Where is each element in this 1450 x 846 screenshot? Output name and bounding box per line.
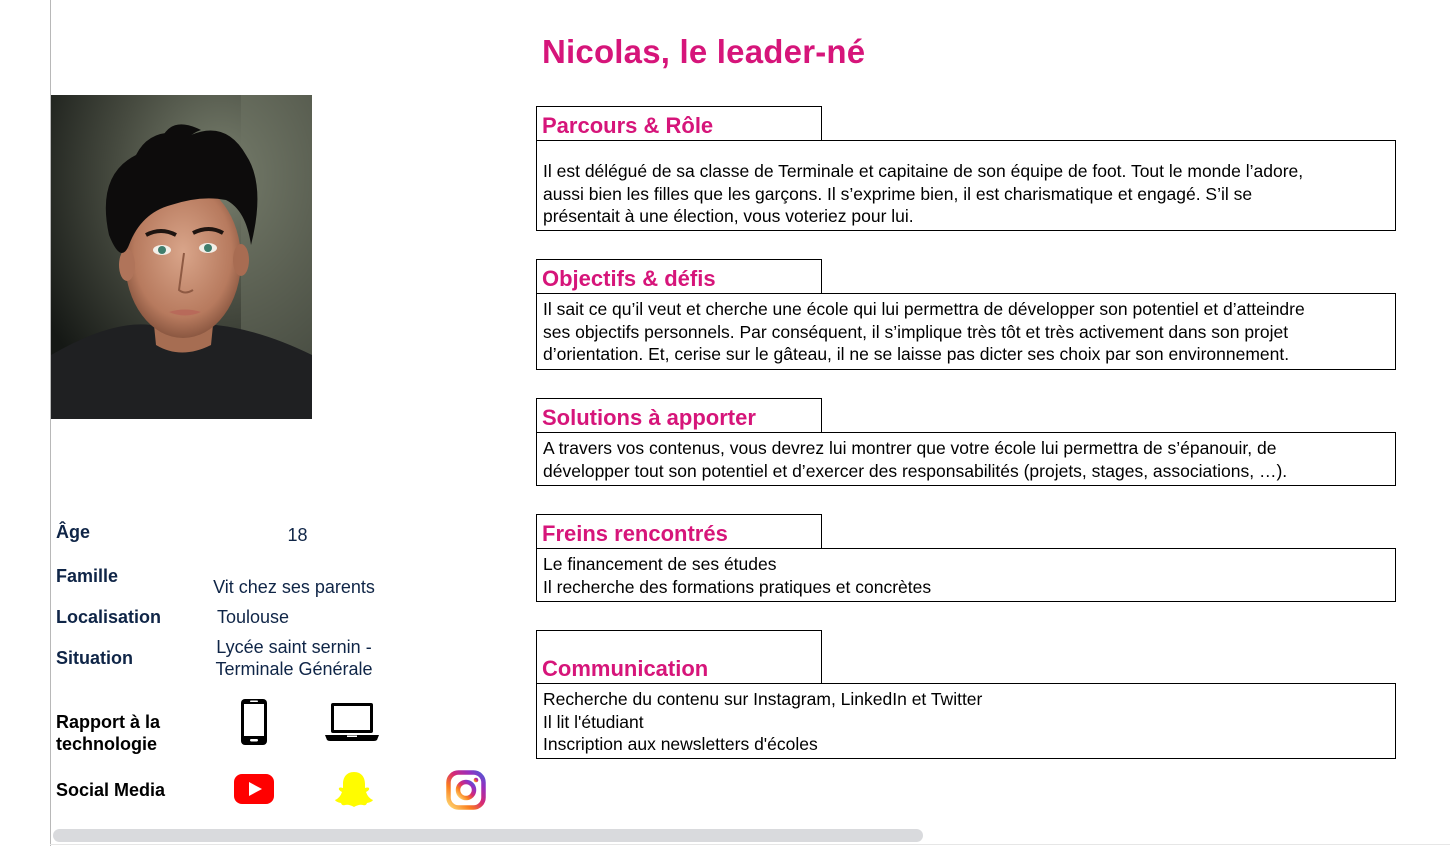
social-media-label: Social Media xyxy=(56,780,166,800)
section-heading-parcours xyxy=(536,106,822,141)
section-body-solutions xyxy=(536,432,1396,486)
section-heading-solutions-label: Solutions à apporter xyxy=(542,405,756,430)
section-body-communication xyxy=(536,683,1396,759)
section-heading-parcours-label: Parcours & Rôle xyxy=(542,113,714,138)
technologie-label-line2: technologie xyxy=(56,734,158,754)
text-line: Inscription aux newsletters d'écoles xyxy=(543,734,818,754)
snapchat-icon xyxy=(334,770,374,813)
text-line: ses objectifs personnels. Par conséquent, il s’implique très tôt et très activement dans son projet xyxy=(543,321,1289,342)
portrait-illustration xyxy=(51,95,312,419)
section-heading-communication xyxy=(536,630,822,684)
localisation-value: Toulouse xyxy=(216,607,290,627)
text-line: Il lit l'étudiant xyxy=(543,711,644,732)
situation-value xyxy=(200,636,388,680)
text-line: développer tout son potentiel et d’exercer des responsabilités (projets, stages, associations, …). xyxy=(543,460,1288,481)
famille-label: Famille xyxy=(56,566,119,586)
instagram-icon xyxy=(446,770,486,815)
section-heading-freins-label: Freins rencontrés xyxy=(542,521,728,546)
localisation-label: Localisation xyxy=(56,607,162,627)
section-heading-communication-label: Communication xyxy=(542,656,709,681)
text-line: d’orientation. Et, cerise sur le gâteau, il ne se laisse pas dicter ses choix par son environnement. xyxy=(543,344,1290,364)
text-line: présentait à une élection, vous voteriez pour lui. xyxy=(543,206,914,226)
text-line: Il sait ce qu’il veut et cherche une école qui lui permettra de développer son potentiel et d’atteindre xyxy=(543,299,1305,319)
section-heading-solutions xyxy=(536,398,822,433)
text-line: Il recherche des formations pratiques et concrètes xyxy=(543,576,932,597)
text-line: Recherche du contenu sur Instagram, LinkedIn et Twitter xyxy=(543,689,983,709)
section-heading-objectifs-label: Objectifs & défis xyxy=(542,266,716,291)
famille-value: Vit chez ses parents xyxy=(213,577,375,597)
situation-value-line1: Lycée saint sernin - xyxy=(216,637,372,657)
smartphone-icon xyxy=(240,698,268,751)
persona-title: Nicolas, le leader-né xyxy=(542,33,866,70)
text-line: A travers vos contenus, vous devrez lui montrer que votre école lui permettra de s’épanouir, de xyxy=(543,438,1277,458)
horizontal-scrollbar[interactable] xyxy=(53,829,923,842)
situation-value-line2: Terminale Générale xyxy=(215,659,373,679)
text-line: Le financement de ses études xyxy=(543,554,777,574)
situation-label: Situation xyxy=(56,648,133,668)
bottom-rule xyxy=(50,844,1450,845)
section-heading-objectifs xyxy=(536,259,822,294)
age-value: 18 xyxy=(287,525,308,545)
youtube-icon xyxy=(234,774,274,809)
section-heading-freins xyxy=(536,514,822,549)
section-body-freins xyxy=(536,548,1396,602)
section-body-objectifs xyxy=(536,293,1396,370)
section-body-parcours xyxy=(536,140,1396,231)
text-line: aussi bien les filles que les garçons. Il s’exprime bien, il est charismatique et engagé. S’il se xyxy=(543,183,1253,204)
technologie-label-line1: Rapport à la xyxy=(56,712,161,732)
technologie-label xyxy=(56,711,160,755)
persona-photo xyxy=(51,95,312,419)
age-label: Âge xyxy=(56,522,91,542)
laptop-icon xyxy=(325,702,379,747)
text-line: Il est délégué de sa classe de Terminale et capitaine de son équipe de foot. Tout le monde l’adore, xyxy=(543,161,1304,181)
